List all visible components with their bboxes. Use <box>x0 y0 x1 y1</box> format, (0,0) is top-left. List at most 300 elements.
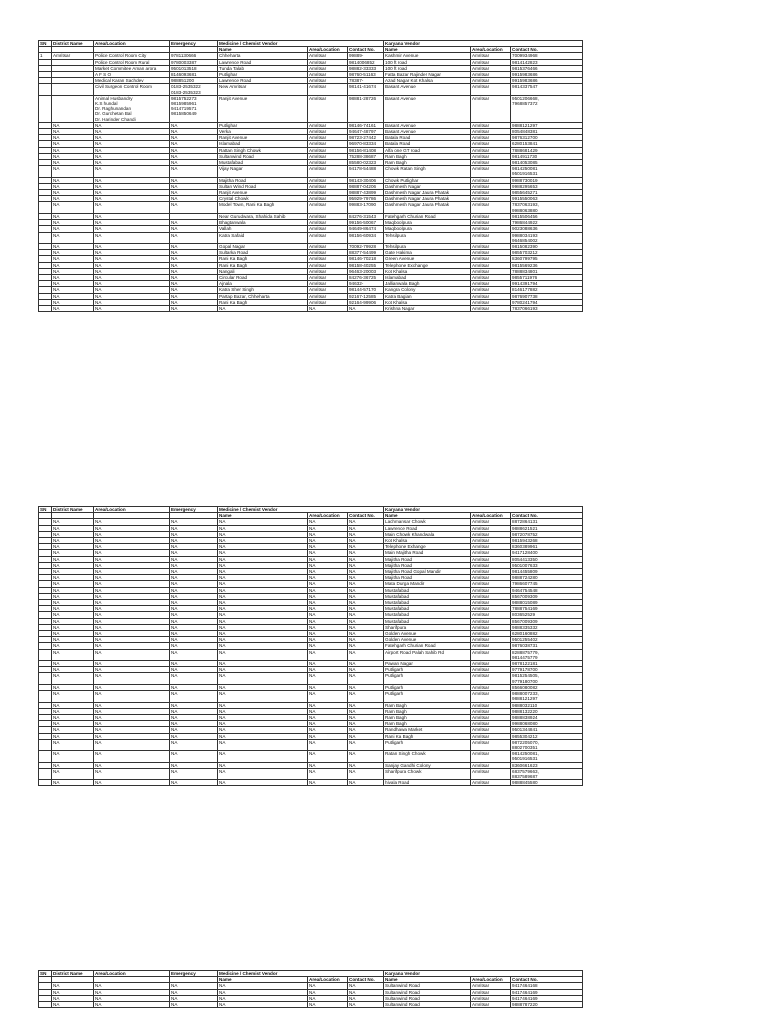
table-cell: NA <box>52 166 94 177</box>
table-cell: Fatehgarh Churian Road <box>384 643 471 649</box>
table-cell: 9814006852 <box>348 59 384 65</box>
table-row <box>39 305 583 311</box>
table-cell: 9779178700 <box>511 667 583 673</box>
table-cell: NA <box>308 305 348 311</box>
table-cell: NA <box>348 661 384 667</box>
table-cell: Katra Bagian <box>384 293 471 299</box>
table-cell: Amritsar <box>471 606 511 612</box>
table-cell: 6280160882 <box>511 631 583 637</box>
table-cell: NA <box>52 538 94 544</box>
table-cell: Sultarka Road <box>218 250 308 256</box>
table-cell: NA <box>170 637 218 643</box>
table-cell: 9888007233, 9888121297 <box>511 691 583 702</box>
table-cell: 85580-02323 <box>348 160 384 166</box>
header-contact: Contact No. <box>511 513 583 519</box>
table-cell <box>39 1002 52 1008</box>
table-cell: Amritsar <box>471 243 511 249</box>
table-cell: NA <box>218 538 308 544</box>
table-cell: NA <box>94 989 170 995</box>
table-cell: Amritsar <box>471 65 511 71</box>
table-cell: NA <box>52 141 94 147</box>
table-cell: Market Commitee Aman arora <box>94 65 170 71</box>
table-cell: 94632- <box>348 281 384 287</box>
table-cell: NA <box>94 141 170 147</box>
table-cell: Ram Bagh <box>384 708 471 714</box>
table-cell: Amritsar <box>471 721 511 727</box>
table-cell: 9501206668, 7968857372 <box>511 95 583 122</box>
table-cell: NA <box>218 550 308 556</box>
table-cell: Amritsar <box>308 84 348 95</box>
table-cell: Mustafabad <box>384 606 471 612</box>
table-cell: 988851200 <box>170 78 218 84</box>
table-cell: Amritsar <box>471 661 511 667</box>
table-cell: Amritsar <box>471 78 511 84</box>
table-cell: Amritsar <box>471 649 511 660</box>
table-cell: NA <box>170 587 218 593</box>
table-cell: 78387- <box>348 78 384 84</box>
table-cell: Amritsar <box>308 129 348 135</box>
table-cell: 9815506456 <box>511 213 583 219</box>
table-cell: NA <box>218 556 308 562</box>
table-cell: Amritsar <box>471 519 511 525</box>
table-cell: NA <box>170 606 218 612</box>
table-cell: NA <box>218 569 308 575</box>
table-cell: 6280153841 <box>511 141 583 147</box>
table-cell: NA <box>308 544 348 550</box>
table-cell: NA <box>218 631 308 637</box>
table-cell: Majitha Road Gopal Mandir <box>384 569 471 575</box>
table-cell: NA <box>308 606 348 612</box>
table-cell: 99156-50067 <box>348 220 384 226</box>
table-cell: NA <box>308 721 348 727</box>
table-cell: NA <box>170 256 218 262</box>
table-cell: hivala Road <box>384 780 471 786</box>
table-cell: 9814250081, 9501916531 <box>511 751 583 762</box>
table-cell: NA <box>170 983 218 989</box>
table-cell: NA <box>52 153 94 159</box>
table-cell: 9876038731 <box>511 643 583 649</box>
table-cell: Basant Avenue <box>384 129 471 135</box>
table-cell: NA <box>52 122 94 128</box>
table-cell: NA <box>170 1002 218 1008</box>
table-cell: NA <box>52 299 94 305</box>
table-cell: NA <box>308 733 348 739</box>
table-cell: Sharifpura <box>384 624 471 630</box>
table-cell: NA <box>94 751 170 762</box>
table-cell: Amritsar <box>471 232 511 243</box>
table-cell: 9814911730 <box>511 153 583 159</box>
table-cell: Amritsar <box>471 281 511 287</box>
table-cell: NA <box>308 581 348 587</box>
table-cell: Nangali <box>218 268 308 274</box>
table-cell: Amritsar <box>308 141 348 147</box>
table-cell: NA <box>308 624 348 630</box>
header-emergency: Emergency <box>170 507 218 513</box>
table-cell: NA <box>52 606 94 612</box>
table-cell: NA <box>94 183 170 189</box>
table-cell: Amritsar <box>308 183 348 189</box>
table-cell: Mustafabad <box>384 593 471 599</box>
table-cell: 8567009309 <box>511 593 583 599</box>
table-cell: NA <box>52 618 94 624</box>
table-cell: NA <box>94 1002 170 1008</box>
table-cell: Kashmir Avenue <box>384 53 471 59</box>
header-area-location: Area/Location <box>471 513 511 519</box>
header-area: Area/Location <box>94 971 170 977</box>
table-cell: 9872078752 <box>511 531 583 537</box>
table-cell: Lachmansar Chowk <box>384 519 471 525</box>
table-cell: Dashmesh Nagar Jaura Phatak <box>384 196 471 202</box>
header-area: Area/Location <box>94 41 170 47</box>
table-cell: NA <box>348 983 384 989</box>
table-cell: 9876312700 <box>511 135 583 141</box>
table-cell: NA <box>348 581 384 587</box>
table-cell: NA <box>348 637 384 643</box>
table-cell: NA <box>218 661 308 667</box>
table-cell <box>39 691 52 702</box>
table-cell: NA <box>52 293 94 299</box>
table-cell: 9417464168 <box>511 983 583 989</box>
table-cell: NA <box>348 550 384 556</box>
table-cell: NA <box>94 581 170 587</box>
table-cell: 9814053085 <box>511 160 583 166</box>
table-cell: Amritsar <box>471 196 511 202</box>
table-cell: NA <box>170 714 218 720</box>
table-cell: NA <box>52 274 94 280</box>
table-row <box>39 691 583 702</box>
table-cell: NA <box>218 721 308 727</box>
header-emergency: Emergency <box>170 971 218 977</box>
table-cell: NA <box>52 243 94 249</box>
table-cell: NA <box>94 213 170 219</box>
header-emergency: Emergency <box>170 41 218 47</box>
header-area-location: Area/Location <box>471 977 511 983</box>
table-cell: NA <box>218 1002 308 1008</box>
table-row <box>39 751 583 762</box>
table-cell: Mustafabad <box>384 600 471 606</box>
table-cell: Amritsar <box>471 768 511 779</box>
table-cell: NA <box>308 531 348 537</box>
table-cell: 8360389961 <box>511 544 583 550</box>
table-cell: Amritsar <box>471 691 511 702</box>
table-cell: NA <box>218 739 308 750</box>
header-name: Name <box>384 977 471 983</box>
header-contact: Contact No. <box>511 977 583 983</box>
table-cell: NA <box>348 989 384 995</box>
table-cell: 98141-41674 <box>348 84 384 95</box>
table-cell: Rattan Singh Chowk <box>218 147 308 153</box>
table-cell: NA <box>94 122 170 128</box>
table-cell: NA <box>348 721 384 727</box>
table-cell: NA <box>218 995 308 1001</box>
table-cell: NA <box>52 581 94 587</box>
table-cell: Amritsar <box>471 305 511 311</box>
table-cell: NA <box>94 268 170 274</box>
table-cell: Amritsar <box>308 196 348 202</box>
table-cell: 9501255402 <box>511 637 583 643</box>
table-cell: 8360799795 <box>511 256 583 262</box>
table-cell: NA <box>348 593 384 599</box>
table-cell: Amritsar <box>471 624 511 630</box>
table-cell: Amritsar <box>308 268 348 274</box>
table-cell: NA <box>308 983 348 989</box>
table-cell: NA <box>52 780 94 786</box>
table-cell: 95929-79786 <box>348 196 384 202</box>
table-cell: 9780003387 <box>170 59 218 65</box>
table-cell: NA <box>170 684 218 690</box>
table-cell: Putligarh <box>384 684 471 690</box>
table-cell: 9815082390 <box>511 243 583 249</box>
table-cell: NA <box>170 989 218 995</box>
table-cell: Telephone Exchange <box>384 262 471 268</box>
table-cell: Gate Hakima <box>384 250 471 256</box>
table-cell: NA <box>308 739 348 750</box>
table-cell: 9464754548 <box>511 587 583 593</box>
table-cell: Amritsar <box>471 299 511 305</box>
table-cell: Tehsilpura <box>384 232 471 243</box>
table-cell: Verka <box>218 129 308 135</box>
table-cell: Sultanwind Road <box>384 989 471 995</box>
table-cell: NA <box>308 714 348 720</box>
table-cell: 98881-28726 <box>348 95 384 122</box>
table-cell: NA <box>170 220 218 226</box>
table-cell: NA <box>348 691 384 702</box>
table-cell: NA <box>170 202 218 213</box>
table-cell: NA <box>348 643 384 649</box>
table-cell: Alfa one GT road <box>384 147 471 153</box>
table-cell: NA <box>308 519 348 525</box>
table-cell: NA <box>170 190 218 196</box>
header-name: Name <box>218 513 308 519</box>
header-area-location: Area/Location <box>308 513 348 519</box>
table-cell: NA <box>52 733 94 739</box>
table-cell: NA <box>170 733 218 739</box>
table-cell: NA <box>218 600 308 606</box>
table-cell: NA <box>170 780 218 786</box>
table-cell: NA <box>308 684 348 690</box>
table-cell: NA <box>308 637 348 643</box>
table-cell: NA <box>52 637 94 643</box>
header-contact: Contact No. <box>348 513 384 519</box>
table-cell: NA <box>94 624 170 630</box>
table-cell: Chowk Ratan Singh <box>384 166 471 177</box>
table-cell: NA <box>170 575 218 581</box>
table-cell: NA <box>170 160 218 166</box>
table-cell: NA <box>170 274 218 280</box>
table-cell: Ram Bagh <box>384 721 471 727</box>
table-cell: 9814455809 <box>511 569 583 575</box>
table-cell: NA <box>94 575 170 581</box>
table-cell: NA <box>52 643 94 649</box>
table-cell: Mustafabad <box>218 160 308 166</box>
table-cell: NA <box>94 708 170 714</box>
table-cell: Amritsar <box>471 274 511 280</box>
table-cell: NA <box>170 232 218 243</box>
table-cell: NA <box>348 762 384 768</box>
table-cell: Amritsar <box>308 202 348 213</box>
table-cell: NA <box>170 166 218 177</box>
table-cell: NA <box>52 268 94 274</box>
header-karyana-vendor: Karyana Vendor <box>384 41 583 47</box>
table-cell: Amritsar <box>471 762 511 768</box>
table-cell: Amritsar <box>471 160 511 166</box>
table-cell: Amritsar <box>471 220 511 226</box>
table-cell: NA <box>94 196 170 202</box>
table-cell: NA <box>348 631 384 637</box>
table-cell: Putligarh <box>384 673 471 684</box>
table-cell <box>39 84 52 95</box>
table-cell: NA <box>94 550 170 556</box>
table-cell: NA <box>94 983 170 989</box>
table-cell: NA <box>348 649 384 660</box>
table-cell: NA <box>94 691 170 702</box>
table-cell: NA <box>308 667 348 673</box>
table-cell: NA <box>52 135 94 141</box>
table-cell: Sanjay Gandhi Colony <box>384 762 471 768</box>
table-cell: 9417464169 <box>511 995 583 1001</box>
table-cell: 7837066193 <box>511 305 583 311</box>
table-cell: NA <box>94 305 170 311</box>
table-cell: NA <box>94 702 170 708</box>
table-cell: Amritsar <box>471 213 511 219</box>
table-cell: NA <box>94 202 170 213</box>
table-cell: NA <box>170 569 218 575</box>
table-cell: 8360661623 <box>511 762 583 768</box>
table-cell: NA <box>52 702 94 708</box>
table-cell: Amritsar <box>471 1002 511 1008</box>
table-cell: NA <box>94 256 170 262</box>
table-cell: NA <box>170 183 218 189</box>
table-cell: Maqboolpura <box>384 220 471 226</box>
table-cell: NA <box>52 190 94 196</box>
table-cell: Amritsar <box>471 226 511 232</box>
table-cell: Krishna Nagar <box>384 305 471 311</box>
table-cell: NA <box>308 649 348 660</box>
table-cell: Amritsar <box>308 299 348 305</box>
table-cell: NA <box>52 727 94 733</box>
table-cell: Putlighar <box>218 72 308 78</box>
table-cell: NA <box>52 183 94 189</box>
table-cell: NA <box>170 667 218 673</box>
table-cell: NA <box>52 631 94 637</box>
table-cell: Batala Road <box>384 135 471 141</box>
table-cell: NA <box>218 587 308 593</box>
table-cell: Amritsar <box>471 531 511 537</box>
table-cell: Amritsar <box>471 135 511 141</box>
table-cell: NA <box>94 525 170 531</box>
table-cell: 9855304212 <box>511 733 583 739</box>
sheet-page-3 <box>38 970 582 1008</box>
table-cell: Ranjit Avenue <box>218 135 308 141</box>
table-cell <box>39 232 52 243</box>
table-cell: 9988034193 9646854002 <box>511 232 583 243</box>
table-cell: Amritsar <box>471 141 511 147</box>
table-cell: NA <box>52 739 94 750</box>
table-cell: Putlighar <box>218 122 308 128</box>
table-cell: NA <box>170 661 218 667</box>
table-cell: NA <box>170 702 218 708</box>
table-cell: NA <box>94 612 170 618</box>
table-cell: NA <box>170 600 218 606</box>
table-cell: NA <box>52 525 94 531</box>
table-cell: 9815569236 <box>511 262 583 268</box>
table-cell: Amritsar <box>308 59 348 65</box>
table-cell: 7888681429 <box>511 147 583 153</box>
table-cell: Ranjit Avenue <box>218 95 308 122</box>
table-cell: NA <box>170 287 218 293</box>
table-cell: NA <box>348 544 384 550</box>
table-cell: NA <box>170 762 218 768</box>
table-cell: 0183-2535322 0183-2535323 <box>170 84 218 95</box>
table-cell: NA <box>170 141 218 147</box>
table-cell: Majitha Road <box>384 556 471 562</box>
table-cell: Amritsar <box>471 708 511 714</box>
table-cell: Lawrence Road <box>218 78 308 84</box>
table-cell <box>39 739 52 750</box>
table-cell: Amritsar <box>308 293 348 299</box>
table-cell: NA <box>52 661 94 667</box>
table-cell: Amritsar <box>471 177 511 183</box>
table-cell: NA <box>348 995 384 1001</box>
table-cell: 92164-99906 <box>348 299 384 305</box>
table-cell: NA <box>348 519 384 525</box>
table-cell: Amritsar <box>471 72 511 78</box>
table-cell: Police Control Room City <box>94 53 170 59</box>
table-cell: 98146-70218 <box>348 256 384 262</box>
table-cell: Katra Safaid <box>218 232 308 243</box>
header-area-location: Area/Location <box>471 47 511 53</box>
table-cell: 9888032110 <box>511 702 583 708</box>
table-cell: NA <box>52 649 94 660</box>
table-cell: Amritsar <box>471 53 511 59</box>
table-cell: NA <box>52 129 94 135</box>
table-cell: NA <box>218 667 308 673</box>
table-cell: NA <box>218 305 308 311</box>
table-cell: NA <box>94 587 170 593</box>
table-cell: NA <box>52 562 94 568</box>
table-cell: NA <box>308 569 348 575</box>
table-cell: Amritsar <box>308 281 348 287</box>
header-name: Name <box>384 47 471 53</box>
table-cell: NA <box>94 733 170 739</box>
table-cell: NA <box>170 995 218 1001</box>
table-cell: NA <box>52 721 94 727</box>
table-cell: Amritsar <box>52 53 94 59</box>
table-cell: NA <box>94 250 170 256</box>
table-cell: NA <box>52 232 94 243</box>
table-cell: Amritsar <box>471 202 511 213</box>
table-cell: Amritsar <box>471 544 511 550</box>
table-cell: Amritsar <box>308 262 348 268</box>
table-cell: Lawrence Road <box>384 525 471 531</box>
table-cell: Majitha Road <box>384 575 471 581</box>
table-cell: NA <box>52 226 94 232</box>
table-cell: NA <box>170 581 218 587</box>
table-cell: NA <box>170 293 218 299</box>
table-cell: A F S O <box>94 72 170 78</box>
table-cell: NA <box>52 160 94 166</box>
table-cell: NA <box>94 714 170 720</box>
table-cell: Ranjit Avenue <box>218 190 308 196</box>
header-area: Area/Location <box>94 507 170 513</box>
table-cell: NA <box>94 226 170 232</box>
table-cell: 9815752273 9815985961 9414719571 9815850649 <box>170 95 218 122</box>
table-cell: NA <box>218 624 308 630</box>
table-cell <box>39 768 52 779</box>
table-cell: Chheharta <box>218 53 308 59</box>
table-cell: NA <box>308 989 348 995</box>
table-cell: NA <box>348 714 384 720</box>
